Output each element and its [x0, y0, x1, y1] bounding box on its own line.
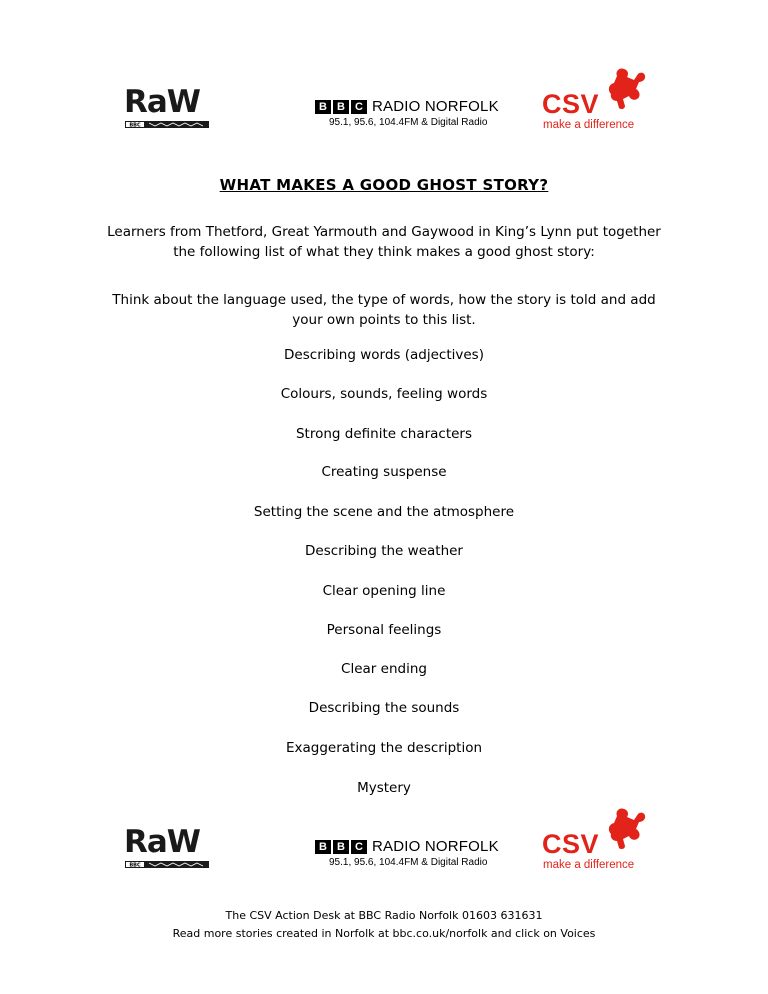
raw-logo — [124, 84, 210, 128]
list-item: Creating suspense — [321, 464, 447, 480]
bbc-block-b2: B — [333, 840, 349, 854]
bbc-blocks — [315, 840, 367, 854]
raw-logo-word: RaW — [124, 84, 200, 120]
raw-logo-word: RaW — [124, 824, 200, 860]
list-item: Clear ending — [341, 661, 427, 677]
puzzle-piece-icon — [601, 804, 649, 852]
puzzle-piece-icon — [601, 64, 649, 112]
instruction-paragraph: Think about the language used, the type of words, how the story is told and add your own points to this list. — [112, 292, 656, 328]
csv-tagline: make a difference — [543, 119, 635, 131]
list-item: Setting the scene and the atmosphere — [253, 504, 515, 520]
footer-logos — [0, 804, 768, 874]
station-frequencies: 95.1, 95.6, 104.4FM & Digital Radio — [329, 117, 488, 128]
csv-logo — [541, 64, 653, 134]
bbc-block-b2: B — [333, 100, 349, 114]
bbc-radio-norfolk-logo — [315, 100, 505, 134]
list-item: Colours, sounds, feeling words — [280, 386, 488, 402]
list-item: Strong definite characters — [295, 426, 473, 442]
raw-logo-strip — [125, 121, 209, 128]
csv-logo — [541, 804, 653, 874]
footer-contact: The CSV Action Desk at BBC Radio Norfolk 01603 631631 — [225, 909, 543, 922]
bbc-block-c: C — [351, 100, 367, 114]
raw-logo-strip — [125, 861, 209, 868]
list-item: Mystery — [357, 780, 411, 796]
bbc-radio-norfolk-logo — [315, 840, 505, 874]
intro-paragraph: Learners from Thetford, Great Yarmouth and Gaywood in King’s Lynn put together the following list of what they think makes a good ghost story: — [107, 224, 661, 260]
raw-logo — [124, 824, 210, 868]
list-item: Describing the weather — [305, 543, 463, 559]
list-item: Personal feelings — [326, 622, 442, 638]
list-item: Clear opening line — [322, 583, 446, 599]
bbc-blocks — [315, 100, 367, 114]
list-item: Exaggerating the description — [285, 740, 483, 756]
csv-brand: CSV — [542, 829, 600, 859]
page-title: WHAT MAKES A GOOD GHOST STORY? — [219, 176, 549, 194]
header-logos — [0, 64, 768, 134]
list-item: Describing the sounds — [308, 700, 460, 716]
station-name: RADIO NORFOLK — [372, 838, 499, 855]
station-frequencies: 95.1, 95.6, 104.4FM & Digital Radio — [329, 857, 488, 868]
list-item: Describing words (adjectives) — [284, 347, 484, 363]
bbc-block-b1: B — [315, 840, 331, 854]
footer-more-stories: Read more stories created in Norfolk at bbc.co.uk/norfolk and click on Voices — [172, 927, 596, 940]
csv-brand: CSV — [542, 89, 600, 119]
bbc-block-b1: B — [315, 100, 331, 114]
station-name: RADIO NORFOLK — [372, 98, 499, 115]
footer — [0, 907, 768, 943]
raw-logo-bbc: BBC — [129, 862, 141, 868]
raw-logo-bbc: BBC — [129, 122, 141, 128]
bbc-block-c: C — [351, 840, 367, 854]
csv-tagline: make a difference — [543, 859, 635, 871]
